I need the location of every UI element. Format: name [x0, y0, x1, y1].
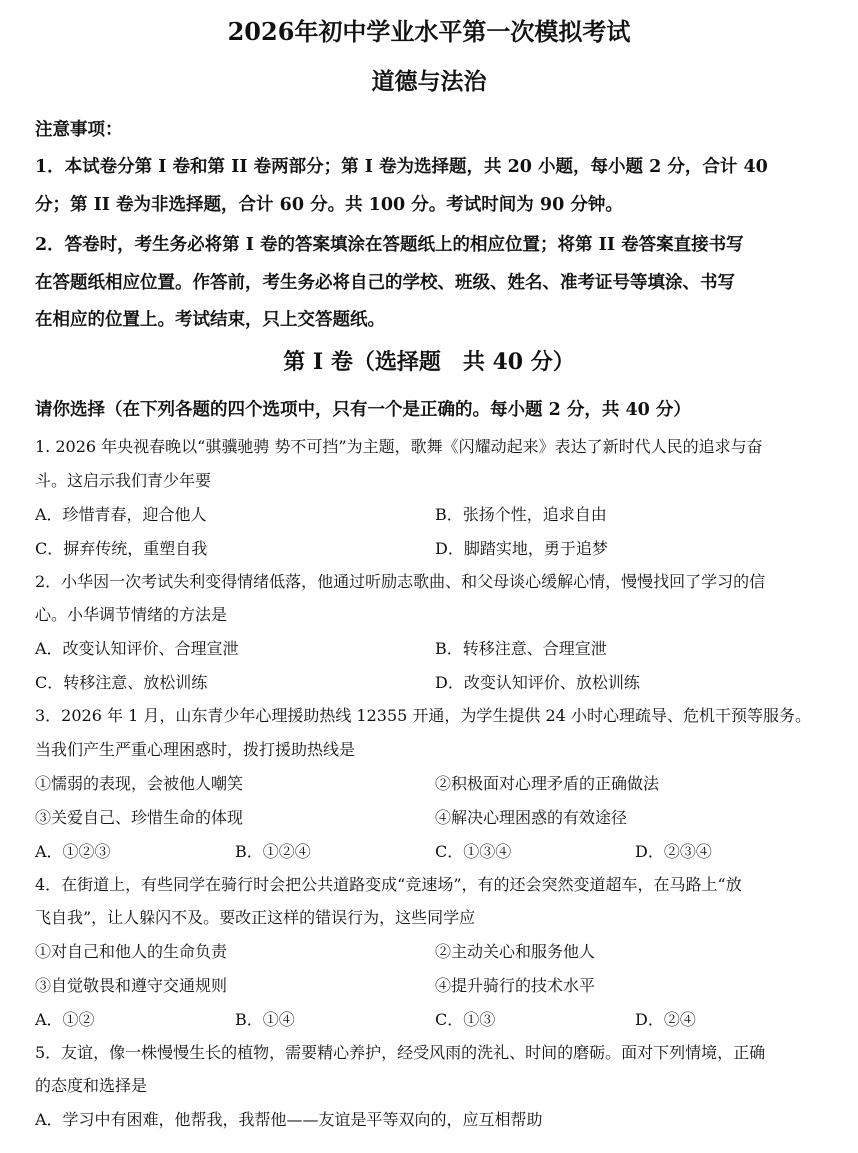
section-heading: 第 I 卷（选择题 共 40 分）: [283, 349, 575, 375]
statement: ②积极面对心理矛盾的正确做法: [435, 774, 660, 793]
option: A．学习中有困难，他帮我，我帮他——友谊是平等双向的，应互相帮助: [35, 1110, 543, 1129]
option: A．①②: [35, 1010, 95, 1029]
question-stem: 心。小华调节情绪的方法是: [35, 605, 228, 624]
question-stem: 斗。这启示我们青少年要: [35, 471, 212, 490]
question-stem: 1. 2026 年央视春晚以“骐骥驰骋 势不可挡”为主题，歌舞《闪耀动起来》表达了新时代人民的追求与奋: [35, 437, 763, 456]
notice-line: 在答题纸相应位置。作答前，考生务必将自己的学校、班级、姓名、准考证号等填涂、书写: [35, 273, 735, 293]
statement: ④解决心理困惑的有效途径: [435, 808, 628, 827]
option: A．改变认知评价、合理宣泄: [35, 639, 239, 658]
option: C．摒弃传统，重塑自我: [35, 539, 208, 558]
option: C．①③④: [435, 842, 512, 861]
notice-line: 2．答卷时，考生务必将第 I 卷的答案填涂在答题纸上的相应位置；将第 II 卷答案直接书写: [35, 235, 744, 255]
exam-title: 2026年初中学业水平第一次模拟考试: [227, 17, 631, 46]
question-stem: 5．友谊，像一株慢慢生长的植物，需要精心养护，经受风雨的洗礼、时间的磨砺。面对下列情境，正确: [35, 1043, 766, 1062]
section-instruction: 请你选择（在下列各题的四个选项中，只有一个是正确的。每小题 2 分，共 40 分）: [35, 400, 691, 420]
option: D．改变认知评价、放松训练: [435, 673, 640, 692]
statement: ③关爱自己、珍惜生命的体现: [35, 808, 244, 827]
option: B．张扬个性，追求自由: [435, 505, 607, 524]
statement: ①对自己和他人的生命负责: [35, 942, 228, 961]
option: C．转移注意、放松训练: [35, 673, 208, 692]
notice-line: 在相应的位置上。考试结束，只上交答题纸。: [35, 310, 385, 330]
statement: ②主动关心和服务他人: [435, 942, 596, 961]
question-stem: 2．小华因一次考试失利变得情绪低落，他通过听励志歌曲、和父母谈心缓解心情，慢慢找回了学习的信: [35, 572, 766, 591]
option: D．②③④: [635, 842, 712, 861]
question-stem: 的态度和选择是: [35, 1076, 148, 1095]
option: A．珍惜青春，迎合他人: [35, 505, 207, 524]
option: B．转移注意、合理宣泄: [435, 639, 607, 658]
notice-line: 分；第 II 卷为非选择题，合计 60 分。共 100 分。考试时间为 90 分钟。: [35, 195, 623, 215]
option: D．②④: [635, 1010, 696, 1029]
question-stem: 4．在街道上，有些同学在骑行时会把公共道路变成“竞速场”，有的还会突然变道超车，在马路上“放: [35, 875, 742, 894]
statement: ④提升骑行的技术水平: [435, 976, 596, 995]
subject-title: 道德与法治: [371, 68, 487, 95]
option: D．脚踏实地，勇于追梦: [435, 539, 608, 558]
question-stem: 3．2026 年 1 月，山东青少年心理援助热线 12355 开通，为学生提供 24 小时心理疏导、危机干预等服务。: [35, 706, 811, 725]
notice-heading: 注意事项：: [35, 120, 123, 140]
statement: ③自觉敬畏和遵守交通规则: [35, 976, 228, 995]
option: C．①③: [435, 1010, 496, 1029]
option: B．①④: [235, 1010, 295, 1029]
question-stem: 飞自我”，让人躲闪不及。要改正这样的错误行为，这些同学应: [35, 908, 476, 927]
statement: ①懦弱的表现，会被他人嘲笑: [35, 774, 244, 793]
option: A．①②③: [35, 842, 111, 861]
question-stem: 当我们产生严重心理困惑时，拨打援助热线是: [35, 740, 356, 759]
option: B．①②④: [235, 842, 311, 861]
notice-line: 1．本试卷分第 I 卷和第 II 卷两部分；第 I 卷为选择题，共 20 小题，每小题 2 分，合计 40: [35, 157, 768, 177]
